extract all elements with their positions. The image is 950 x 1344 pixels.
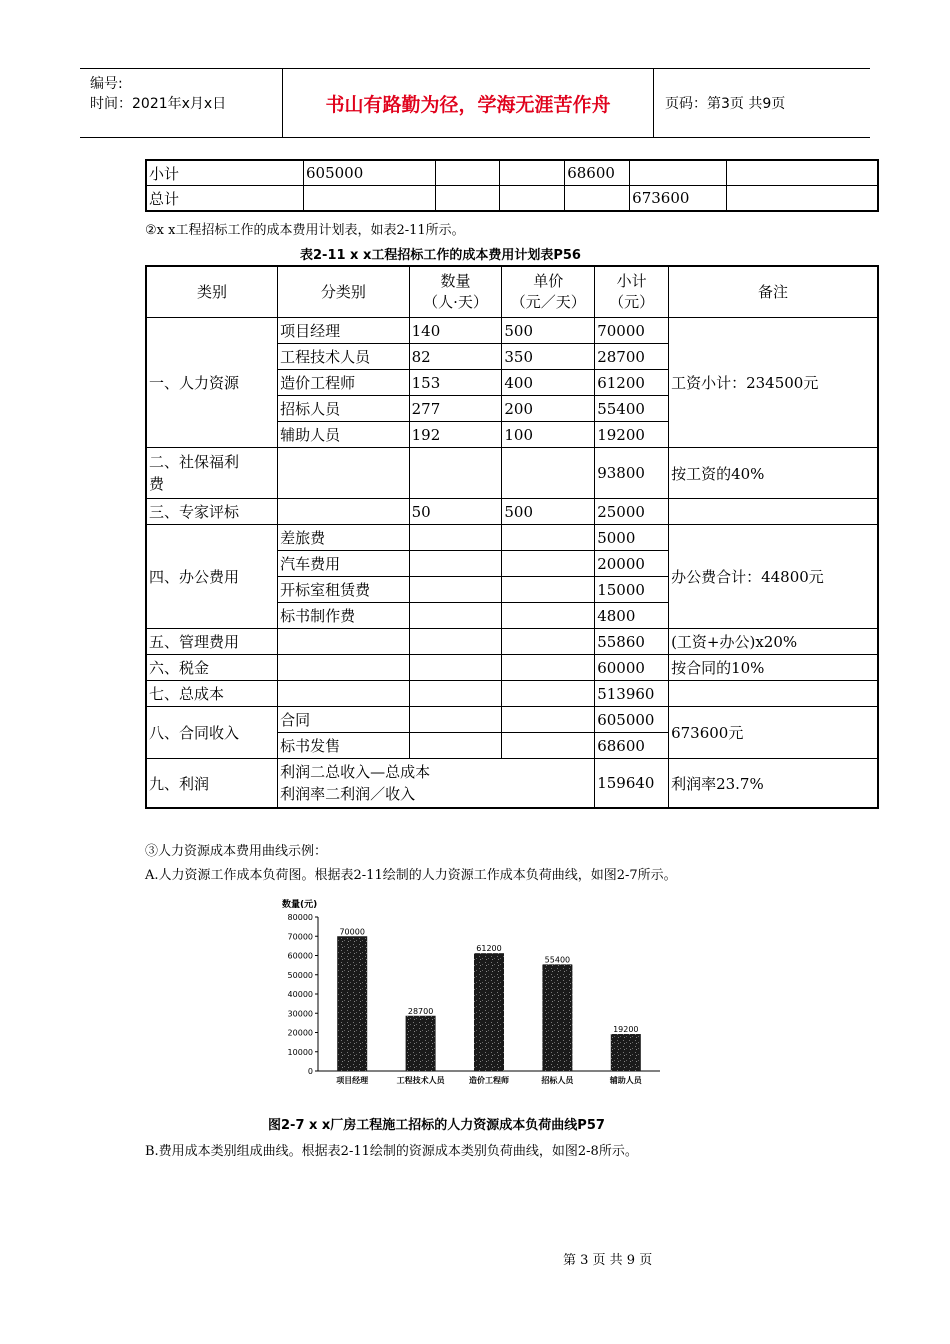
- chart-ylabel: 数量(元): [282, 900, 318, 910]
- table-cell: 28700: [595, 344, 669, 370]
- category-mgmt: 五、管理费用: [146, 629, 278, 655]
- table-cell: [500, 160, 565, 186]
- bar-value-label: 55400: [544, 955, 571, 965]
- table-cell: [502, 525, 595, 551]
- table-cell: 标书制作费: [278, 603, 410, 629]
- table-cell: 100: [502, 422, 595, 448]
- table-cell: 70000: [595, 318, 669, 344]
- y-tick-label: 40000: [287, 990, 313, 999]
- header-quantity-line1: 数量: [440, 272, 471, 290]
- table-cell: [669, 681, 878, 707]
- subtotal-table: [145, 159, 879, 212]
- table-cell: [409, 655, 502, 681]
- intro-paragraph-3: ③人力资源成本费用曲线示例：: [145, 844, 328, 859]
- table-row: [146, 681, 878, 707]
- table-cell: [502, 655, 595, 681]
- table-cell: [502, 707, 595, 733]
- table-header-row: [146, 266, 878, 318]
- table-cell: [278, 629, 410, 655]
- table-title: 表2-11 x x工程招标工作的成本费用计划表P56: [300, 248, 581, 263]
- table-cell: 605000: [304, 160, 436, 186]
- table-cell: 61200: [595, 370, 669, 396]
- table-cell: 68600: [595, 733, 669, 759]
- bar-5: [611, 1034, 641, 1071]
- table-cell: 造价工程师: [278, 370, 410, 396]
- table-row: [146, 759, 878, 809]
- cost-plan-table: [145, 265, 879, 809]
- page-footer: 第 3 页 共 9 页: [563, 1253, 653, 1268]
- header-quantity: [409, 266, 502, 318]
- table-row: [146, 629, 878, 655]
- category-total-cost: 七、总成本: [146, 681, 278, 707]
- table-cell: [500, 186, 565, 212]
- table-cell: [502, 551, 595, 577]
- table-row: [146, 499, 878, 525]
- table-cell: [409, 448, 502, 499]
- table-cell: 55400: [595, 396, 669, 422]
- table-cell: 招标人员: [278, 396, 410, 422]
- profit-formula-line2: 利润率二利润／收入: [280, 785, 416, 803]
- table-row: [146, 525, 878, 551]
- x-category-label: 工程技术人员: [396, 1076, 445, 1085]
- table-cell: 93800: [595, 448, 669, 499]
- table-cell: 差旅费: [278, 525, 410, 551]
- x-labels: [336, 1075, 643, 1085]
- table-cell: [502, 629, 595, 655]
- table-row: [146, 186, 878, 212]
- table-cell: [502, 603, 595, 629]
- note-hr: 工资小计：234500元: [669, 318, 878, 448]
- table-cell: 工程技术人员: [278, 344, 410, 370]
- bar-2: [406, 1016, 436, 1071]
- x-category-label: 招标人员: [541, 1076, 574, 1085]
- table-cell: [727, 186, 878, 212]
- table-cell: 68600: [565, 160, 630, 186]
- y-tick-label: 0: [307, 1067, 313, 1076]
- header-note: 备注: [669, 266, 878, 318]
- table-cell: 605000: [595, 707, 669, 733]
- table-cell: 192: [409, 422, 502, 448]
- category-social-line2: 费: [149, 475, 165, 493]
- note-income: 673600元: [669, 707, 878, 759]
- table-cell: 50: [409, 499, 502, 525]
- profit-formula-line1: 利润二总收入—总成本: [280, 763, 431, 781]
- table-cell: 350: [502, 344, 595, 370]
- table-cell: [409, 577, 502, 603]
- header-subtotal-line2: （元）: [609, 293, 655, 311]
- bar-value-label: 28700: [407, 1006, 434, 1016]
- table-cell: 总计: [146, 186, 304, 212]
- note-profit: 利润率23.7%: [669, 759, 878, 809]
- hr-cost-bar-chart: [280, 895, 680, 1095]
- table-cell: [727, 160, 878, 186]
- table-cell: 55860: [595, 629, 669, 655]
- bars: [337, 927, 641, 1071]
- header-price-line1: 单价: [533, 272, 564, 290]
- table-cell: [669, 499, 878, 525]
- header-subtotal: [595, 266, 669, 318]
- table-cell: [435, 186, 500, 212]
- table-cell: [409, 707, 502, 733]
- table-cell: 汽车费用: [278, 551, 410, 577]
- category-income: 八、合同收入: [146, 707, 278, 759]
- category-tax: 六、税金: [146, 655, 278, 681]
- table-cell: [409, 551, 502, 577]
- motto: 书山有路勤为径，学海无涯苦作舟: [283, 69, 654, 137]
- table-cell: 合同: [278, 707, 410, 733]
- page-label: 页码：第3页 共9页: [665, 96, 786, 112]
- table-cell: [502, 681, 595, 707]
- bar-4: [542, 964, 572, 1071]
- table-cell: [565, 186, 630, 212]
- table-cell: [278, 448, 410, 499]
- table-cell: [435, 160, 500, 186]
- header-info-cell: [80, 69, 283, 137]
- table-cell: [502, 733, 595, 759]
- chart-title: 图2-7 x x厂房工程施工招标的人力资源成本负荷曲线P57: [268, 1118, 605, 1133]
- bar-value-label: 19200: [613, 1025, 639, 1035]
- table-cell: [278, 681, 410, 707]
- x-category-label: 项目经理: [336, 1076, 369, 1085]
- header-price-line2: （元／天）: [510, 293, 586, 311]
- table-cell: [278, 655, 410, 681]
- table-row: [146, 448, 878, 499]
- table-cell: 辅助人员: [278, 422, 410, 448]
- table-cell: 82: [409, 344, 502, 370]
- table-cell: 500: [502, 499, 595, 525]
- table-cell: 153: [409, 370, 502, 396]
- table-cell: [409, 525, 502, 551]
- note-mgmt: (工资+办公)x20%: [669, 629, 878, 655]
- table-cell: 200: [502, 396, 595, 422]
- table-cell: 小计: [146, 160, 304, 186]
- table-cell: 500: [502, 318, 595, 344]
- table-cell: 140: [409, 318, 502, 344]
- bar-3: [474, 953, 504, 1071]
- table-cell: 开标室租赁费: [278, 577, 410, 603]
- table-cell: [409, 681, 502, 707]
- y-ticks: [288, 913, 318, 1076]
- intro-paragraph-b: B.费用成本类别组成曲线。根据表2-11绘制的资源成本类别负荷曲线，如图2-8所示。: [145, 1144, 638, 1159]
- number-label: 编号:: [90, 76, 123, 92]
- category-social-line1: 二、社保福利: [149, 453, 240, 471]
- table-cell: [630, 160, 727, 186]
- table-cell: 673600: [630, 186, 727, 212]
- table-cell: [278, 499, 410, 525]
- note-tax: 按合同的10%: [669, 655, 878, 681]
- category-hr: 一、人力资源: [146, 318, 278, 448]
- header-subtotal-line1: 小计: [616, 272, 647, 290]
- table-cell: [409, 603, 502, 629]
- table-row: [146, 160, 878, 186]
- table-cell: 4800: [595, 603, 669, 629]
- table-cell: 25000: [595, 499, 669, 525]
- page-header: [80, 68, 870, 138]
- table-cell: 277: [409, 396, 502, 422]
- header-quantity-line2: （人·天）: [423, 293, 488, 311]
- table-cell: [502, 448, 595, 499]
- y-tick-label: 20000: [287, 1028, 313, 1038]
- table-row: [146, 707, 878, 733]
- table-cell: 标书发售: [278, 733, 410, 759]
- y-tick-label: 10000: [287, 1047, 313, 1057]
- bar-1: [337, 936, 367, 1071]
- header-subcategory: 分类别: [278, 266, 410, 318]
- table-cell: 15000: [595, 577, 669, 603]
- category-office: 四、办公费用: [146, 525, 278, 629]
- header-unit-price: [502, 266, 595, 318]
- x-category-label: 辅助人员: [609, 1076, 642, 1085]
- y-tick-label: 50000: [287, 970, 313, 980]
- category-social: [146, 448, 278, 499]
- bar-value-label: 61200: [476, 944, 502, 954]
- table-row: [146, 318, 878, 344]
- table-cell: 项目经理: [278, 318, 410, 344]
- y-tick-label: 30000: [287, 1009, 313, 1019]
- table-cell: 19200: [595, 422, 669, 448]
- table-cell: 513960: [595, 681, 669, 707]
- profit-formula: [278, 759, 595, 809]
- time-label: 时间：2021年x月x日: [90, 96, 227, 112]
- table-cell: 60000: [595, 655, 669, 681]
- y-tick-label: 70000: [287, 932, 313, 942]
- table-cell: 159640: [595, 759, 669, 809]
- category-profit: 九、利润: [146, 759, 278, 809]
- bar-value-label: 70000: [339, 927, 365, 937]
- y-tick-label: 60000: [287, 951, 313, 961]
- note-social: 按工资的40%: [669, 448, 878, 499]
- header-category: 类别: [146, 266, 278, 318]
- table-cell: 5000: [595, 525, 669, 551]
- intro-paragraph-2: ②x x工程招标工作的成本费用计划表，如表2-11所示。: [145, 223, 465, 238]
- table-cell: 400: [502, 370, 595, 396]
- y-tick-label: 80000: [287, 913, 313, 922]
- table-cell: [409, 733, 502, 759]
- table-cell: [502, 577, 595, 603]
- category-expert: 三、专家评标: [146, 499, 278, 525]
- table-cell: 20000: [595, 551, 669, 577]
- table-cell: [409, 629, 502, 655]
- table-cell: [304, 186, 436, 212]
- note-office: 办公费合计：44800元: [669, 525, 878, 629]
- x-category-label: 造价工程师: [469, 1076, 509, 1085]
- table-row: [146, 655, 878, 681]
- intro-paragraph-a: A.人力资源工作成本负荷图。根据表2-11绘制的人力资源工作成本负荷曲线，如图2-7所示。: [145, 868, 677, 883]
